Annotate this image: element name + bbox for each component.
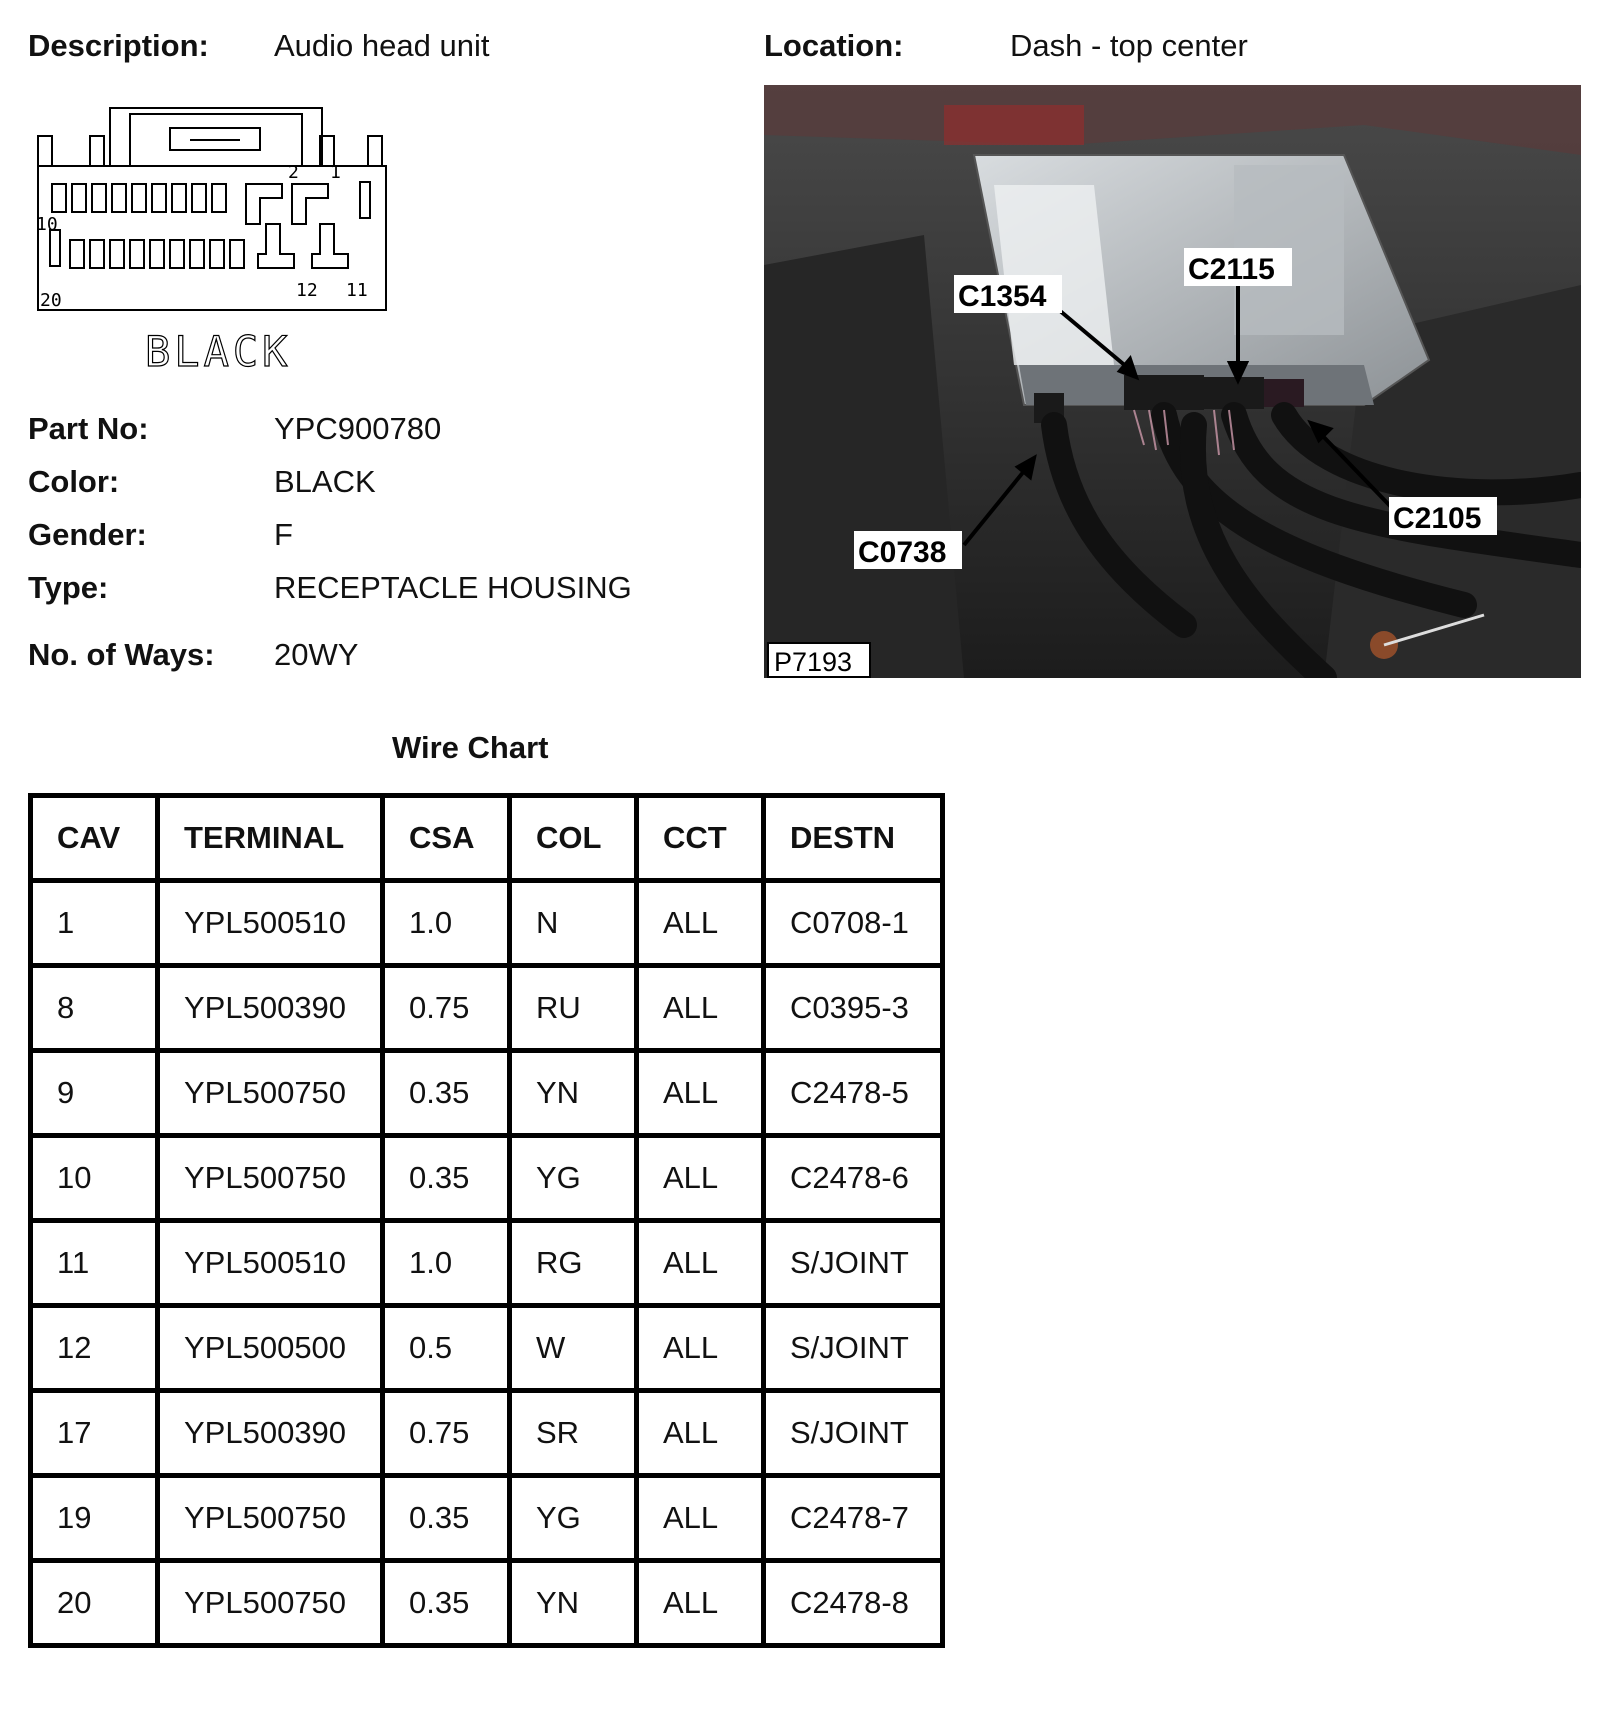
cell-csa: 0.35 [383,1561,510,1646]
cell-col: YN [510,1051,637,1136]
table-header-row [31,796,943,881]
ways-label: No. of Ways: [28,637,215,672]
cell-cav: 19 [31,1476,158,1561]
cell-terminal: YPL500510 [158,1221,383,1306]
connector-color-label: BLACK [145,327,292,376]
table-row [31,1221,943,1306]
cell-cav: 12 [31,1306,158,1391]
header-cav: CAV [31,796,158,881]
table-row [31,1051,943,1136]
cell-destn: S/JOINT [764,1221,943,1306]
cell-terminal: YPL500750 [158,1476,383,1561]
cell-cct: ALL [637,1221,764,1306]
cell-col: YN [510,1561,637,1646]
top-row-cavities [52,182,370,224]
callout-c0738: C0738 [858,536,947,569]
cell-csa: 0.35 [383,1136,510,1221]
cell-terminal: YPL500750 [158,1561,383,1646]
cell-destn: C2478-6 [764,1136,943,1221]
header-destn: DESTN [764,796,943,881]
callout-c1354: C1354 [958,280,1047,313]
pin-label-10: 10 [36,214,58,235]
gender-value: F [274,517,293,552]
cell-cav: 11 [31,1221,158,1306]
location-value: Dash - top center [1010,28,1248,63]
cell-csa: 0.5 [383,1306,510,1391]
cell-col: N [510,881,637,966]
callout-c2115: C2115 [1188,253,1275,286]
cell-cct: ALL [637,881,764,966]
header-csa: CSA [383,796,510,881]
cell-cct: ALL [637,1476,764,1561]
cell-terminal: YPL500500 [158,1306,383,1391]
description-label: Description: [28,28,209,63]
table-row [31,881,943,966]
pin-label-12: 12 [296,280,318,301]
cell-cct: ALL [637,1306,764,1391]
cell-cav: 17 [31,1391,158,1476]
cell-col: SR [510,1391,637,1476]
cell-csa: 0.35 [383,1051,510,1136]
location-label: Location: [764,28,904,63]
cell-csa: 0.35 [383,1476,510,1561]
cell-terminal: YPL500510 [158,881,383,966]
cell-terminal: YPL500390 [158,1391,383,1476]
pin-label-20: 20 [40,290,62,311]
wire-chart-table [28,793,945,1648]
cell-csa: 1.0 [383,881,510,966]
header-col: COL [510,796,637,881]
callout-c2105: C2105 [1393,502,1482,535]
bottom-row-cavities [50,224,348,268]
pin-label-2: 2 [288,162,299,183]
cell-destn: C0395-3 [764,966,943,1051]
cell-col: YG [510,1476,637,1561]
cell-col: YG [510,1136,637,1221]
cell-cct: ALL [637,1391,764,1476]
wire-chart-title: Wire Chart [392,730,549,765]
table-row [31,1476,943,1561]
cell-col: RG [510,1221,637,1306]
table-row [31,1306,943,1391]
cell-terminal: YPL500750 [158,1136,383,1221]
cell-cav: 9 [31,1051,158,1136]
header-terminal: TERMINAL [158,796,383,881]
color-value: BLACK [274,464,376,499]
pin-label-11: 11 [346,280,368,301]
cell-cct: ALL [637,966,764,1051]
table-row [31,1136,943,1221]
pin-label-1: 1 [330,162,341,183]
cell-destn: C2478-8 [764,1561,943,1646]
type-label: Type: [28,570,109,605]
header-cct: CCT [637,796,764,881]
table-row [31,966,943,1051]
gender-label: Gender: [28,517,147,552]
part-no-label: Part No: [28,411,149,446]
color-label: Color: [28,464,120,499]
cell-destn: S/JOINT [764,1391,943,1476]
cell-destn: C2478-7 [764,1476,943,1561]
cell-csa: 0.75 [383,1391,510,1476]
cell-destn: C2478-5 [764,1051,943,1136]
cell-destn: C0708-1 [764,881,943,966]
cell-cav: 20 [31,1561,158,1646]
photo-reference: P7193 [774,647,853,677]
cell-terminal: YPL500750 [158,1051,383,1136]
cell-col: W [510,1306,637,1391]
table-row [31,1391,943,1476]
cell-cct: ALL [637,1561,764,1646]
cell-cct: ALL [637,1136,764,1221]
cell-csa: 1.0 [383,1221,510,1306]
cell-cct: ALL [637,1051,764,1136]
cell-col: RU [510,966,637,1051]
type-value: RECEPTACLE HOUSING [274,570,632,605]
part-no-value: YPC900780 [274,411,442,446]
cell-destn: S/JOINT [764,1306,943,1391]
table-row [31,1561,943,1646]
cell-cav: 10 [31,1136,158,1221]
cell-terminal: YPL500390 [158,966,383,1051]
description-value: Audio head unit [274,28,490,63]
ways-value: 20WY [274,637,359,672]
cell-cav: 8 [31,966,158,1051]
cell-cav: 1 [31,881,158,966]
connector-face-diagram [30,100,400,380]
location-photo [764,85,1581,678]
cell-csa: 0.75 [383,966,510,1051]
